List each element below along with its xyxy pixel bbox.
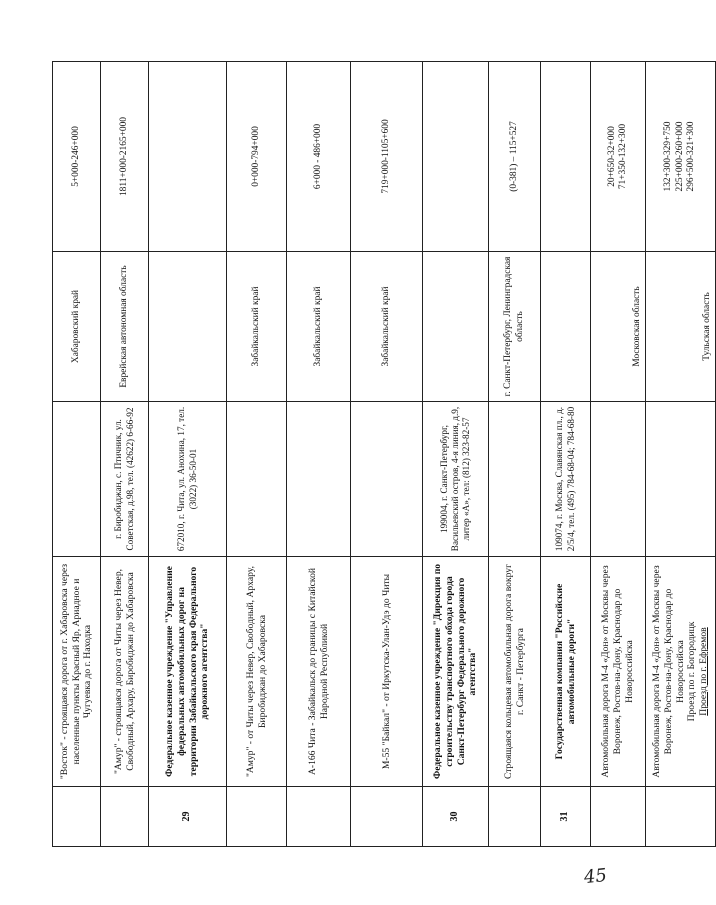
address: 199004, г. Санкт-Петербург, Васильевский остров, 4-я линия, д.9, литер «А», тел: (812) 323-82-57: [423, 402, 489, 557]
km-range: 0+000-794+000: [227, 62, 287, 252]
address: [53, 402, 101, 557]
address: 672010, г. Чита, ул. Анохина, 17, тел. (3022) 36-50-01: [149, 402, 227, 557]
address: [646, 402, 716, 557]
road-name: А-166 Чита - Забайкальск до границы с Китайской Народной Республикой: [287, 557, 351, 787]
road-name: [646, 557, 716, 787]
km-range: 5+000-246+000: [53, 62, 101, 252]
km-line: 71+350-132+300: [618, 123, 628, 190]
org-name: Федеральное казенное учреждение "Управление федеральных автомобильных дорог на территории Забайкальского края Федерального дорожного агентства": [149, 557, 227, 787]
km-range: [591, 62, 646, 252]
table-row: [351, 62, 423, 847]
km-range: [149, 62, 227, 252]
road-name-line: Автомобильная дорога М-4 «Дон» от Москвы через Воронеж, Ростов-на-Дону, Краснодар до Новороссийска: [651, 565, 686, 778]
road-name-line: Проезд по г. Ефремов: [698, 627, 710, 716]
row-number: 31: [541, 787, 591, 847]
address: 109074, г. Москва, Славянская пл., д. 2/5/4, тел. (495) 784-68-04; 784-68-80: [541, 402, 591, 557]
org-name: Федеральное казенное учреждение "Дирекция по строительству транспортного обхода города Санкт-Петербург Федерального дорожного агентства": [423, 557, 489, 787]
row-number: [101, 787, 149, 847]
address: [351, 402, 423, 557]
row-number: [351, 787, 423, 847]
table-row: [541, 62, 591, 847]
km-range: 6+000 - 486+000: [287, 62, 351, 252]
km-range: 1811+000-2165+000: [101, 62, 149, 252]
region: Хабаровский край: [53, 252, 101, 402]
road-name: Строящаяся кольцевая автомобильная дорога вокруг г. Санкт - Петербурга: [489, 557, 541, 787]
road-name: Автомобильная дорога М-4 «Дон» от Москвы через Воронеж, Ростов-на-Дону, Краснодар до Новороссийска: [591, 557, 646, 787]
address: г. Биробиджан, с. Птичник, ул. Советская, д.98, тел. (42622) 6-66-92: [101, 402, 149, 557]
km-range: (0-381) – 115+527: [489, 62, 541, 252]
region: Забайкальский край: [227, 252, 287, 402]
org-name: Государственная компания "Российские автомобильные дороги": [541, 557, 591, 787]
km-range: [646, 62, 716, 252]
row-number: [227, 787, 287, 847]
row-number: [287, 787, 351, 847]
table-row: [591, 62, 646, 847]
road-name: "Амур" - строящаяся дорога от Читы через Невер, Свободный, Архару, Биробиджан до Хабаровска: [101, 557, 149, 787]
region: Московская область: [591, 252, 646, 402]
region: г. Санкт-Петербург, Ленинградская область: [489, 252, 541, 402]
km-range: [541, 62, 591, 252]
table-row: [227, 62, 287, 847]
region: [423, 252, 489, 402]
region: [541, 252, 591, 402]
km-line: 225+000-260+000: [674, 121, 685, 192]
km-line: 296+500-321+300: [686, 121, 697, 192]
km-range: 719+000-1105+600: [351, 62, 423, 252]
table-row: [149, 62, 227, 847]
table-row: [101, 62, 149, 847]
table-row: [287, 62, 351, 847]
km-range: [423, 62, 489, 252]
km-line: 132+300-329+750: [663, 121, 674, 192]
region: Тульская область: [646, 252, 716, 402]
address: [287, 402, 351, 557]
address: [591, 402, 646, 557]
region: [149, 252, 227, 402]
road-name: "Амур" - от Читы через Невер, Свободный, Архару, Биробиджан до Хабаровска: [227, 557, 287, 787]
table-row: [646, 62, 716, 847]
roads-table: [52, 61, 716, 847]
row-number: [489, 787, 541, 847]
address: [489, 402, 541, 557]
address: [227, 402, 287, 557]
table-row: [53, 62, 101, 847]
table-row: [423, 62, 489, 847]
table-row: [489, 62, 541, 847]
km-line: 20+650-32+000: [606, 126, 617, 187]
road-name: "Восток" - строящаяся дорога от г. Хабаровска через населенные пункты Красный Яр, Ариадное и Чугуевка до г. Находка: [53, 557, 101, 787]
row-number: [591, 787, 646, 847]
region: Забайкальский край: [351, 252, 423, 402]
row-number: [53, 787, 101, 847]
road-name: М-55 "Байкал" - от Иркутска-Улан-Удэ до Читы: [351, 557, 423, 787]
road-name-line: Проезд по г. Богородицк: [686, 621, 698, 722]
region: Еврейская автономная область: [101, 252, 149, 402]
row-number: 30: [423, 787, 489, 847]
row-number: 29: [149, 787, 227, 847]
row-number: [646, 787, 716, 847]
page-number: 45: [582, 864, 608, 889]
rotated-page: [52, 62, 712, 847]
region: Забайкальский край: [287, 252, 351, 402]
